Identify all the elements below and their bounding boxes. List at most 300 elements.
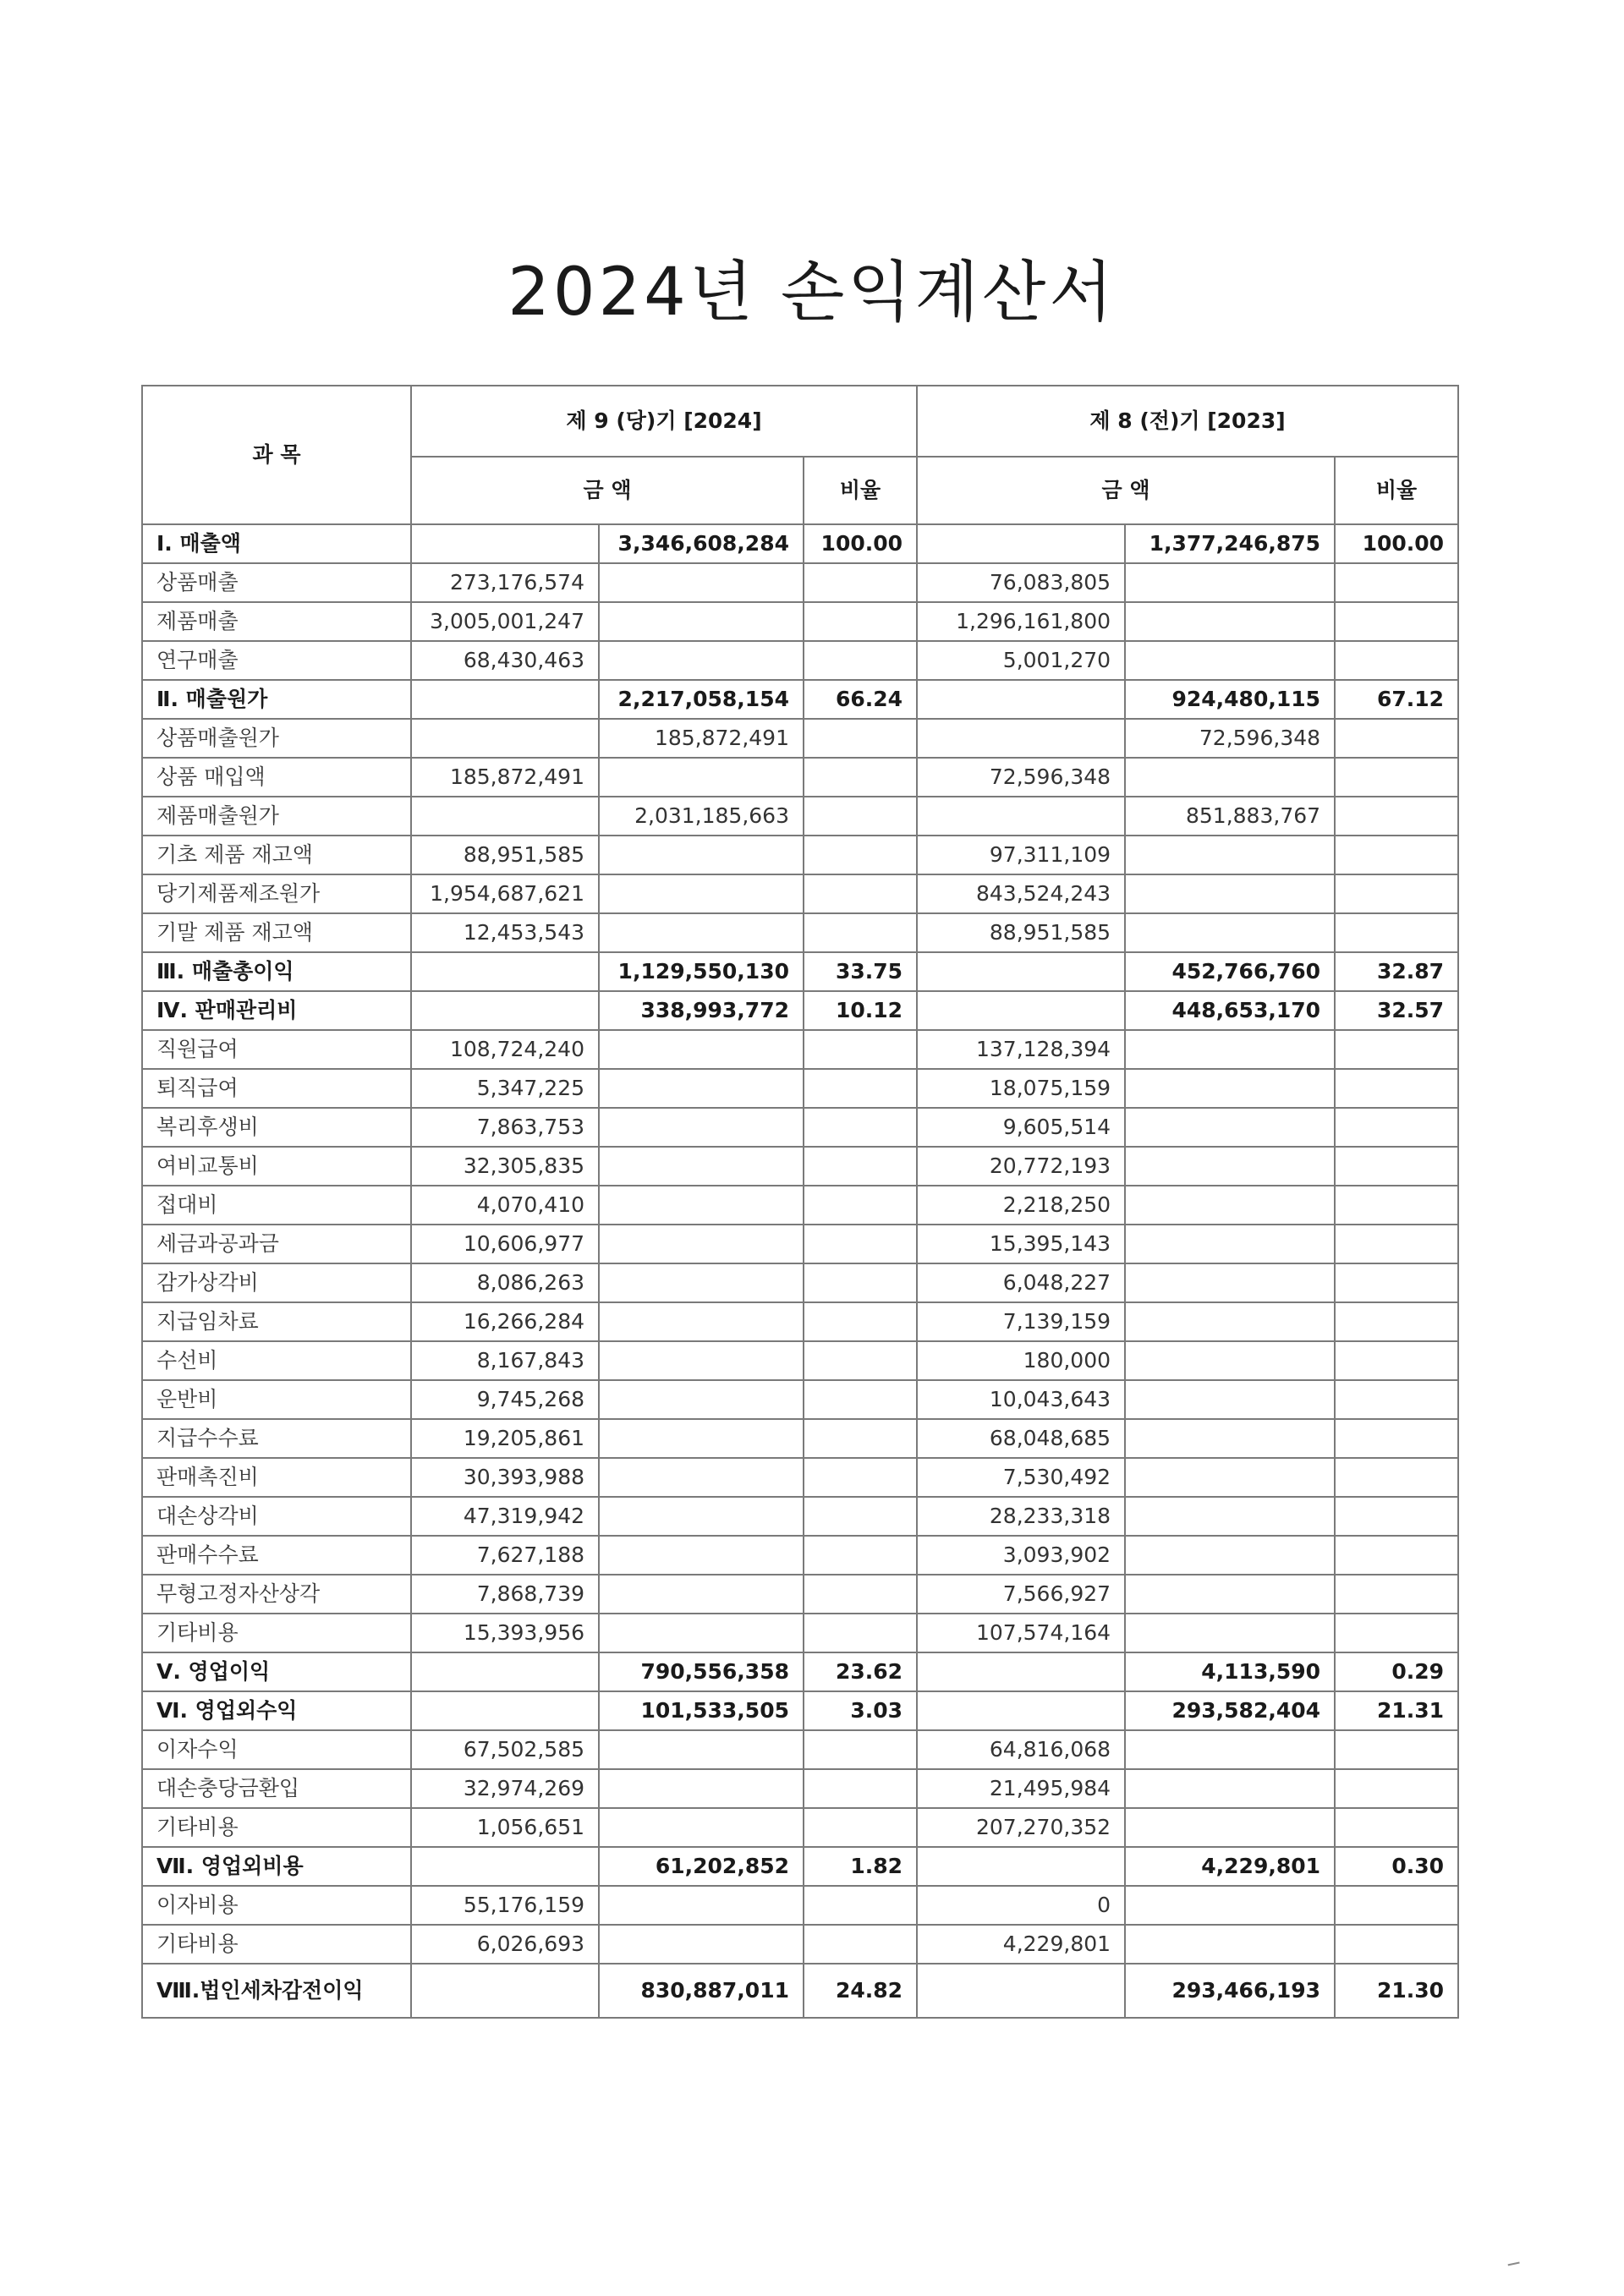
current-detail-amount: 32,974,269 bbox=[411, 1769, 599, 1808]
previous-detail-amount: 1,296,161,800 bbox=[917, 602, 1125, 641]
current-detail-amount: 16,266,284 bbox=[411, 1302, 599, 1341]
previous-ratio bbox=[1335, 641, 1458, 680]
table-row bbox=[142, 1808, 1458, 1847]
row-label: 기타비용 bbox=[142, 1925, 411, 1964]
header-current-amount: 금 액 bbox=[411, 457, 804, 524]
previous-total-amount bbox=[1125, 1536, 1335, 1575]
previous-total-amount: 4,113,590 bbox=[1125, 1652, 1335, 1691]
previous-detail-amount: 18,075,159 bbox=[917, 1069, 1125, 1108]
previous-detail-amount bbox=[917, 952, 1125, 991]
table-row bbox=[142, 1380, 1458, 1419]
current-ratio: 3.03 bbox=[804, 1691, 917, 1730]
current-detail-amount: 7,627,188 bbox=[411, 1536, 599, 1575]
current-total-amount bbox=[599, 641, 804, 680]
section-row bbox=[142, 524, 1458, 563]
current-detail-amount: 68,430,463 bbox=[411, 641, 599, 680]
current-ratio bbox=[804, 1886, 917, 1925]
previous-detail-amount: 6,048,227 bbox=[917, 1263, 1125, 1302]
previous-ratio bbox=[1335, 1730, 1458, 1769]
previous-total-amount bbox=[1125, 1263, 1335, 1302]
row-label: 상품매출원가 bbox=[142, 719, 411, 758]
row-label: 판매수수료 bbox=[142, 1536, 411, 1575]
header-previous-amount: 금 액 bbox=[917, 457, 1335, 524]
current-total-amount bbox=[599, 1497, 804, 1536]
table-row bbox=[142, 1419, 1458, 1458]
table-row bbox=[142, 563, 1458, 602]
table-row bbox=[142, 602, 1458, 641]
header-subject: 과 목 bbox=[142, 386, 411, 524]
current-ratio bbox=[804, 641, 917, 680]
current-total-amount bbox=[599, 1458, 804, 1497]
current-total-amount: 2,217,058,154 bbox=[599, 680, 804, 719]
previous-total-amount: 72,596,348 bbox=[1125, 719, 1335, 758]
previous-total-amount bbox=[1125, 1886, 1335, 1925]
current-detail-amount: 19,205,861 bbox=[411, 1419, 599, 1458]
row-label: 상품매출 bbox=[142, 563, 411, 602]
current-detail-amount: 55,176,159 bbox=[411, 1886, 599, 1925]
table-row bbox=[142, 1769, 1458, 1808]
row-label: Ⅰ. 매출액 bbox=[142, 524, 411, 563]
current-detail-amount bbox=[411, 952, 599, 991]
row-label: 지급수수료 bbox=[142, 1419, 411, 1458]
previous-detail-amount bbox=[917, 1964, 1125, 2018]
previous-total-amount bbox=[1125, 602, 1335, 641]
previous-ratio bbox=[1335, 1186, 1458, 1225]
previous-total-amount bbox=[1125, 641, 1335, 680]
previous-total-amount bbox=[1125, 1380, 1335, 1419]
previous-ratio bbox=[1335, 1497, 1458, 1536]
table-row bbox=[142, 1186, 1458, 1225]
table-row bbox=[142, 1886, 1458, 1925]
current-detail-amount: 9,745,268 bbox=[411, 1380, 599, 1419]
previous-ratio bbox=[1335, 1419, 1458, 1458]
previous-detail-amount bbox=[917, 524, 1125, 563]
current-ratio bbox=[804, 1030, 917, 1069]
row-label: 감가상각비 bbox=[142, 1263, 411, 1302]
current-detail-amount bbox=[411, 524, 599, 563]
current-total-amount bbox=[599, 1147, 804, 1186]
table-row bbox=[142, 1263, 1458, 1302]
current-total-amount bbox=[599, 836, 804, 874]
previous-total-amount bbox=[1125, 1186, 1335, 1225]
current-detail-amount: 8,086,263 bbox=[411, 1263, 599, 1302]
previous-detail-amount bbox=[917, 719, 1125, 758]
previous-ratio: 100.00 bbox=[1335, 524, 1458, 563]
section-row bbox=[142, 680, 1458, 719]
current-ratio: 66.24 bbox=[804, 680, 917, 719]
previous-detail-amount: 7,566,927 bbox=[917, 1575, 1125, 1614]
current-total-amount bbox=[599, 1069, 804, 1108]
previous-ratio bbox=[1335, 1808, 1458, 1847]
previous-ratio bbox=[1335, 1458, 1458, 1497]
current-detail-amount bbox=[411, 1964, 599, 2018]
row-label: 기타비용 bbox=[142, 1614, 411, 1652]
table-row bbox=[142, 797, 1458, 836]
current-ratio bbox=[804, 1614, 917, 1652]
current-detail-amount: 185,872,491 bbox=[411, 758, 599, 797]
current-detail-amount: 7,863,753 bbox=[411, 1108, 599, 1147]
previous-ratio bbox=[1335, 1147, 1458, 1186]
row-label: 직원급여 bbox=[142, 1030, 411, 1069]
previous-ratio: 0.29 bbox=[1335, 1652, 1458, 1691]
previous-ratio bbox=[1335, 1341, 1458, 1380]
row-label: 복리후생비 bbox=[142, 1108, 411, 1147]
current-ratio bbox=[804, 563, 917, 602]
current-total-amount bbox=[599, 874, 804, 913]
previous-ratio bbox=[1335, 1925, 1458, 1964]
current-detail-amount: 6,026,693 bbox=[411, 1925, 599, 1964]
previous-detail-amount bbox=[917, 1847, 1125, 1886]
current-total-amount bbox=[599, 1302, 804, 1341]
current-ratio: 1.82 bbox=[804, 1847, 917, 1886]
previous-ratio bbox=[1335, 913, 1458, 952]
previous-total-amount bbox=[1125, 1225, 1335, 1263]
previous-total-amount bbox=[1125, 1419, 1335, 1458]
current-total-amount bbox=[599, 1808, 804, 1847]
previous-ratio bbox=[1335, 1380, 1458, 1419]
table-row bbox=[142, 1458, 1458, 1497]
current-total-amount bbox=[599, 1614, 804, 1652]
current-total-amount bbox=[599, 1419, 804, 1458]
current-detail-amount: 5,347,225 bbox=[411, 1069, 599, 1108]
row-label: 제품매출 bbox=[142, 602, 411, 641]
current-detail-amount: 3,005,001,247 bbox=[411, 602, 599, 641]
table-row bbox=[142, 1575, 1458, 1614]
section-row bbox=[142, 952, 1458, 991]
previous-ratio: 0.30 bbox=[1335, 1847, 1458, 1886]
previous-detail-amount bbox=[917, 991, 1125, 1030]
previous-ratio bbox=[1335, 1030, 1458, 1069]
previous-detail-amount: 15,395,143 bbox=[917, 1225, 1125, 1263]
table-row bbox=[142, 1302, 1458, 1341]
current-ratio bbox=[804, 1458, 917, 1497]
current-ratio bbox=[804, 1186, 917, 1225]
current-ratio bbox=[804, 1302, 917, 1341]
previous-total-amount bbox=[1125, 1147, 1335, 1186]
current-detail-amount: 8,167,843 bbox=[411, 1341, 599, 1380]
section-row bbox=[142, 1652, 1458, 1691]
current-detail-amount: 10,606,977 bbox=[411, 1225, 599, 1263]
row-label: 당기제품제조원가 bbox=[142, 874, 411, 913]
row-label: 대손충당금환입 bbox=[142, 1769, 411, 1808]
current-ratio bbox=[804, 1108, 917, 1147]
current-total-amount bbox=[599, 1886, 804, 1925]
previous-ratio bbox=[1335, 719, 1458, 758]
current-total-amount bbox=[599, 1108, 804, 1147]
header-current-period: 제 9 (당)기 [2024] bbox=[411, 386, 917, 457]
current-ratio bbox=[804, 1147, 917, 1186]
table-row bbox=[142, 1030, 1458, 1069]
previous-total-amount bbox=[1125, 1341, 1335, 1380]
current-total-amount bbox=[599, 1341, 804, 1380]
current-total-amount bbox=[599, 1380, 804, 1419]
current-total-amount bbox=[599, 1536, 804, 1575]
current-ratio bbox=[804, 1497, 917, 1536]
current-ratio bbox=[804, 1263, 917, 1302]
current-ratio: 10.12 bbox=[804, 991, 917, 1030]
current-detail-amount bbox=[411, 1847, 599, 1886]
row-label: 지급임차료 bbox=[142, 1302, 411, 1341]
previous-detail-amount bbox=[917, 1691, 1125, 1730]
table-row bbox=[142, 1536, 1458, 1575]
row-label: 수선비 bbox=[142, 1341, 411, 1380]
previous-detail-amount: 64,816,068 bbox=[917, 1730, 1125, 1769]
current-total-amount: 338,993,772 bbox=[599, 991, 804, 1030]
previous-detail-amount: 180,000 bbox=[917, 1341, 1125, 1380]
previous-detail-amount: 21,495,984 bbox=[917, 1769, 1125, 1808]
previous-detail-amount: 5,001,270 bbox=[917, 641, 1125, 680]
current-total-amount: 3,346,608,284 bbox=[599, 524, 804, 563]
current-ratio bbox=[804, 1769, 917, 1808]
current-detail-amount: 4,070,410 bbox=[411, 1186, 599, 1225]
current-total-amount: 2,031,185,663 bbox=[599, 797, 804, 836]
current-ratio bbox=[804, 602, 917, 641]
current-ratio bbox=[804, 1575, 917, 1614]
previous-total-amount: 851,883,767 bbox=[1125, 797, 1335, 836]
row-label: Ⅶ. 영업외비용 bbox=[142, 1847, 411, 1886]
previous-ratio: 21.31 bbox=[1335, 1691, 1458, 1730]
previous-detail-amount: 76,083,805 bbox=[917, 563, 1125, 602]
row-label: 이자수익 bbox=[142, 1730, 411, 1769]
current-ratio: 100.00 bbox=[804, 524, 917, 563]
current-detail-amount: 7,868,739 bbox=[411, 1575, 599, 1614]
table-row bbox=[142, 836, 1458, 874]
current-detail-amount: 32,305,835 bbox=[411, 1147, 599, 1186]
table-row bbox=[142, 719, 1458, 758]
row-label: Ⅵ. 영업외수익 bbox=[142, 1691, 411, 1730]
row-label: 대손상각비 bbox=[142, 1497, 411, 1536]
current-total-amount: 101,533,505 bbox=[599, 1691, 804, 1730]
current-total-amount bbox=[599, 1575, 804, 1614]
previous-detail-amount: 28,233,318 bbox=[917, 1497, 1125, 1536]
row-label: 이자비용 bbox=[142, 1886, 411, 1925]
current-total-amount: 1,129,550,130 bbox=[599, 952, 804, 991]
previous-detail-amount: 9,605,514 bbox=[917, 1108, 1125, 1147]
previous-total-amount bbox=[1125, 1108, 1335, 1147]
table-row bbox=[142, 874, 1458, 913]
previous-total-amount: 293,466,193 bbox=[1125, 1964, 1335, 2018]
current-detail-amount: 47,319,942 bbox=[411, 1497, 599, 1536]
previous-ratio bbox=[1335, 836, 1458, 874]
row-label: 여비교통비 bbox=[142, 1147, 411, 1186]
previous-detail-amount: 843,524,243 bbox=[917, 874, 1125, 913]
previous-detail-amount bbox=[917, 1652, 1125, 1691]
previous-detail-amount bbox=[917, 797, 1125, 836]
section-row bbox=[142, 1847, 1458, 1886]
row-label: 상품 매입액 bbox=[142, 758, 411, 797]
previous-detail-amount: 68,048,685 bbox=[917, 1419, 1125, 1458]
row-label: 판매촉진비 bbox=[142, 1458, 411, 1497]
table-row bbox=[142, 913, 1458, 952]
section-row bbox=[142, 1691, 1458, 1730]
previous-detail-amount: 72,596,348 bbox=[917, 758, 1125, 797]
section-row bbox=[142, 991, 1458, 1030]
previous-detail-amount: 137,128,394 bbox=[917, 1030, 1125, 1069]
previous-total-amount bbox=[1125, 913, 1335, 952]
income-statement-table bbox=[141, 385, 1459, 2019]
previous-ratio bbox=[1335, 1614, 1458, 1652]
current-detail-amount bbox=[411, 1691, 599, 1730]
current-detail-amount: 1,056,651 bbox=[411, 1808, 599, 1847]
current-total-amount bbox=[599, 1225, 804, 1263]
previous-total-amount bbox=[1125, 758, 1335, 797]
previous-ratio: 67.12 bbox=[1335, 680, 1458, 719]
table-row bbox=[142, 1730, 1458, 1769]
current-total-amount bbox=[599, 1263, 804, 1302]
table-row bbox=[142, 1614, 1458, 1652]
previous-total-amount bbox=[1125, 1497, 1335, 1536]
previous-ratio bbox=[1335, 1302, 1458, 1341]
current-total-amount bbox=[599, 563, 804, 602]
previous-ratio bbox=[1335, 1108, 1458, 1147]
previous-detail-amount: 2,218,250 bbox=[917, 1186, 1125, 1225]
previous-total-amount: 4,229,801 bbox=[1125, 1847, 1335, 1886]
row-label: 기초 제품 재고액 bbox=[142, 836, 411, 874]
current-total-amount bbox=[599, 913, 804, 952]
previous-detail-amount: 20,772,193 bbox=[917, 1147, 1125, 1186]
current-ratio bbox=[804, 913, 917, 952]
current-ratio bbox=[804, 758, 917, 797]
current-ratio bbox=[804, 1069, 917, 1108]
current-ratio bbox=[804, 1341, 917, 1380]
scan-mark bbox=[1506, 2257, 1519, 2266]
section-row bbox=[142, 1964, 1458, 2018]
current-ratio bbox=[804, 836, 917, 874]
table-row bbox=[142, 641, 1458, 680]
current-detail-amount bbox=[411, 797, 599, 836]
previous-detail-amount: 7,139,159 bbox=[917, 1302, 1125, 1341]
current-total-amount bbox=[599, 1769, 804, 1808]
previous-ratio: 32.87 bbox=[1335, 952, 1458, 991]
page-title: 2024년 손익계산서 bbox=[508, 255, 1116, 331]
previous-detail-amount: 97,311,109 bbox=[917, 836, 1125, 874]
previous-ratio: 32.57 bbox=[1335, 991, 1458, 1030]
current-total-amount: 61,202,852 bbox=[599, 1847, 804, 1886]
current-total-amount: 790,556,358 bbox=[599, 1652, 804, 1691]
previous-total-amount: 1,377,246,875 bbox=[1125, 524, 1335, 563]
current-detail-amount: 108,724,240 bbox=[411, 1030, 599, 1069]
table-row bbox=[142, 1225, 1458, 1263]
previous-detail-amount: 107,574,164 bbox=[917, 1614, 1125, 1652]
row-label: 퇴직급여 bbox=[142, 1069, 411, 1108]
previous-detail-amount: 207,270,352 bbox=[917, 1808, 1125, 1847]
current-ratio: 24.82 bbox=[804, 1964, 917, 2018]
previous-total-amount bbox=[1125, 1808, 1335, 1847]
current-total-amount bbox=[599, 1730, 804, 1769]
table-row bbox=[142, 1925, 1458, 1964]
current-ratio bbox=[804, 874, 917, 913]
row-label: 제품매출원가 bbox=[142, 797, 411, 836]
header-current-ratio: 비율 bbox=[804, 457, 917, 524]
previous-total-amount bbox=[1125, 563, 1335, 602]
previous-ratio bbox=[1335, 797, 1458, 836]
current-ratio bbox=[804, 1730, 917, 1769]
row-label: 세금과공과금 bbox=[142, 1225, 411, 1263]
row-label: 운반비 bbox=[142, 1380, 411, 1419]
current-detail-amount: 67,502,585 bbox=[411, 1730, 599, 1769]
previous-ratio bbox=[1335, 1536, 1458, 1575]
header-previous-ratio: 비율 bbox=[1335, 457, 1458, 524]
previous-ratio bbox=[1335, 602, 1458, 641]
row-label: 기타비용 bbox=[142, 1808, 411, 1847]
current-ratio bbox=[804, 1536, 917, 1575]
current-detail-amount bbox=[411, 1652, 599, 1691]
previous-total-amount bbox=[1125, 1730, 1335, 1769]
previous-ratio bbox=[1335, 874, 1458, 913]
previous-ratio bbox=[1335, 1069, 1458, 1108]
current-ratio bbox=[804, 1380, 917, 1419]
current-ratio: 33.75 bbox=[804, 952, 917, 991]
current-ratio bbox=[804, 1925, 917, 1964]
current-detail-amount bbox=[411, 680, 599, 719]
previous-ratio bbox=[1335, 1886, 1458, 1925]
previous-total-amount bbox=[1125, 836, 1335, 874]
previous-total-amount bbox=[1125, 1769, 1335, 1808]
row-label: 기말 제품 재고액 bbox=[142, 913, 411, 952]
row-label: Ⅴ. 영업이익 bbox=[142, 1652, 411, 1691]
current-detail-amount: 1,954,687,621 bbox=[411, 874, 599, 913]
row-label: Ⅳ. 판매관리비 bbox=[142, 991, 411, 1030]
previous-ratio: 21.30 bbox=[1335, 1964, 1458, 2018]
current-total-amount bbox=[599, 1186, 804, 1225]
previous-total-amount bbox=[1125, 1030, 1335, 1069]
previous-total-amount bbox=[1125, 1069, 1335, 1108]
previous-detail-amount: 4,229,801 bbox=[917, 1925, 1125, 1964]
row-label: 연구매출 bbox=[142, 641, 411, 680]
table-row bbox=[142, 1069, 1458, 1108]
previous-total-amount: 293,582,404 bbox=[1125, 1691, 1335, 1730]
previous-ratio bbox=[1335, 563, 1458, 602]
row-label: Ⅷ.법인세차감전이익 bbox=[142, 1964, 411, 2018]
table-header bbox=[142, 386, 1458, 524]
table-row bbox=[142, 1108, 1458, 1147]
current-total-amount bbox=[599, 1030, 804, 1069]
previous-ratio bbox=[1335, 1769, 1458, 1808]
current-ratio bbox=[804, 1419, 917, 1458]
previous-detail-amount bbox=[917, 680, 1125, 719]
current-total-amount bbox=[599, 602, 804, 641]
previous-total-amount: 448,653,170 bbox=[1125, 991, 1335, 1030]
previous-total-amount: 452,766,760 bbox=[1125, 952, 1335, 991]
row-label: 접대비 bbox=[142, 1186, 411, 1225]
row-label: Ⅱ. 매출원가 bbox=[142, 680, 411, 719]
current-detail-amount: 12,453,543 bbox=[411, 913, 599, 952]
current-detail-amount bbox=[411, 719, 599, 758]
current-detail-amount: 273,176,574 bbox=[411, 563, 599, 602]
current-detail-amount: 30,393,988 bbox=[411, 1458, 599, 1497]
previous-ratio bbox=[1335, 1225, 1458, 1263]
previous-total-amount: 924,480,115 bbox=[1125, 680, 1335, 719]
current-detail-amount bbox=[411, 991, 599, 1030]
current-ratio bbox=[804, 1225, 917, 1263]
previous-total-amount bbox=[1125, 1458, 1335, 1497]
current-ratio bbox=[804, 719, 917, 758]
table-row bbox=[142, 758, 1458, 797]
table-row bbox=[142, 1147, 1458, 1186]
previous-total-amount bbox=[1125, 1925, 1335, 1964]
current-total-amount: 185,872,491 bbox=[599, 719, 804, 758]
previous-ratio bbox=[1335, 758, 1458, 797]
previous-detail-amount: 88,951,585 bbox=[917, 913, 1125, 952]
row-label: 무형고정자산상각 bbox=[142, 1575, 411, 1614]
current-total-amount bbox=[599, 1925, 804, 1964]
previous-detail-amount: 10,043,643 bbox=[917, 1380, 1125, 1419]
table-row bbox=[142, 1341, 1458, 1380]
row-label: Ⅲ. 매출총이익 bbox=[142, 952, 411, 991]
header-previous-period: 제 8 (전)기 [2023] bbox=[917, 386, 1458, 457]
table-row bbox=[142, 1497, 1458, 1536]
previous-ratio bbox=[1335, 1263, 1458, 1302]
